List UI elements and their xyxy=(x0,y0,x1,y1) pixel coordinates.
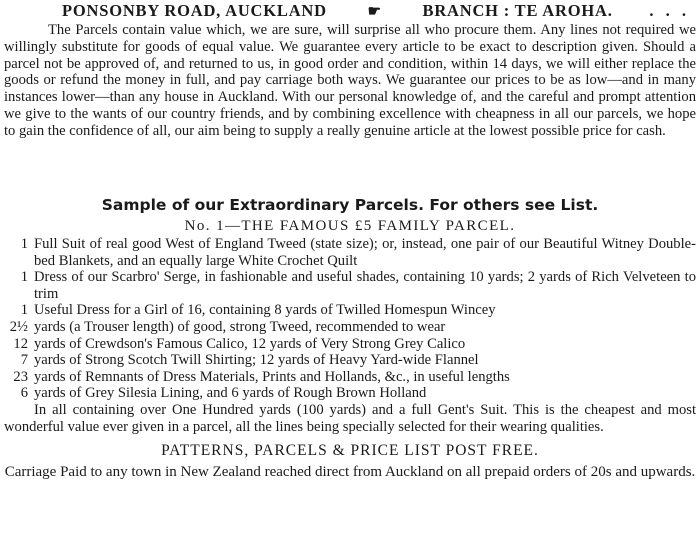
list-item xyxy=(4,236,696,269)
item-quantity: 1 xyxy=(20,302,28,319)
item-description: yards of Grey Silesia Lining, and 6 yards of Rough Brown Holland xyxy=(34,385,427,402)
list-item xyxy=(4,369,696,386)
list-item xyxy=(4,319,696,336)
closing-paragraph: In all containing over One Hundred yards (100 yards) and a full Gent's Suit. This is the cheapest and most wonderful value ever given in a parcel, all the lines being specially selected for their wearing qualities. xyxy=(4,401,696,435)
item-quantity: 2½ xyxy=(9,318,28,335)
patterns-heading: PATTERNS, PARCELS & PRICE LIST POST FREE. xyxy=(161,441,539,459)
list-item xyxy=(4,302,696,319)
item-quantity: 7 xyxy=(20,352,28,369)
item-description: Dress of our Scarbro' Serge, in fashionable and useful shades, containing 10 yards; 2 yards of Rich Velveteen to trim xyxy=(34,269,696,302)
item-description: yards of Remnants of Dress Materials, Prints and Hollands, &c., in useful lengths xyxy=(34,368,510,385)
item-description: yards (a Trouser length) of good, strong Tweed, recommended to wear xyxy=(34,318,446,335)
item-description: Full Suit of real good West of England Tweed (state size); or, instead, one pair of our Beautiful Witney Double-bed Blankets, and an equally large White Crochet Quilt xyxy=(34,236,696,269)
intro-paragraph: The Parcels contain value which, we are sure, will surprise all who procure them. Any lines not required we willingly substitute for goods of equal value. We guarantee every article to be exact to description given. Should a parcel not be approved of, and returned to us, in good order and condition, within 14 days, we will either replace the goods or refund the money in full, and pay carriage both ways. We guarantee our prices to be as low—and in many instances lower—than any house in Auckland. With our personal knowledge of, and the careful and prompt attention we give to the wants of our country friends, and by combining excellence with cheapness in all our parcels, we hope to gain the confidence of all, our aim being to supply a really genuine article at the lowest possible price for cash. xyxy=(4,22,696,139)
item-quantity: 1 xyxy=(20,236,28,252)
list-item xyxy=(4,269,696,302)
carriage-notice: Carriage Paid to any town in New Zealand reached direct from Auckland on all prepaid orders of 20s and upwards. xyxy=(4,463,696,480)
item-description: yards of Crewdson's Famous Calico, 12 yards of Very Strong Grey Calico xyxy=(34,335,466,352)
header-right: BRANCH : TE AROHA. xyxy=(422,1,613,20)
header-left: PONSONBY ROAD, AUCKLAND xyxy=(62,1,327,20)
parcel-items xyxy=(4,236,696,402)
sample-heading: Sample of our Extraordinary Parcels. For others see List. xyxy=(101,196,599,214)
item-quantity: 1 xyxy=(20,269,28,286)
parcel-title: No. 1—THE FAMOUS £5 FAMILY PARCEL. xyxy=(184,218,516,234)
item-description: yards of Strong Scotch Twill Shirting; 12 yards of Heavy Yard-wide Flannel xyxy=(34,352,479,369)
item-quantity: 23 xyxy=(13,368,28,385)
item-quantity: 6 xyxy=(20,385,28,402)
list-item xyxy=(4,336,696,353)
item-description: Useful Dress for a Girl of 16, containing 8 yards of Twilled Homespun Wincey xyxy=(34,302,496,319)
header xyxy=(4,0,696,22)
pointing-hand-icon: ☛ xyxy=(367,4,382,20)
item-quantity: 12 xyxy=(13,335,28,352)
header-dots: . . . xyxy=(649,1,690,20)
list-item xyxy=(4,385,696,402)
list-item xyxy=(4,352,696,369)
